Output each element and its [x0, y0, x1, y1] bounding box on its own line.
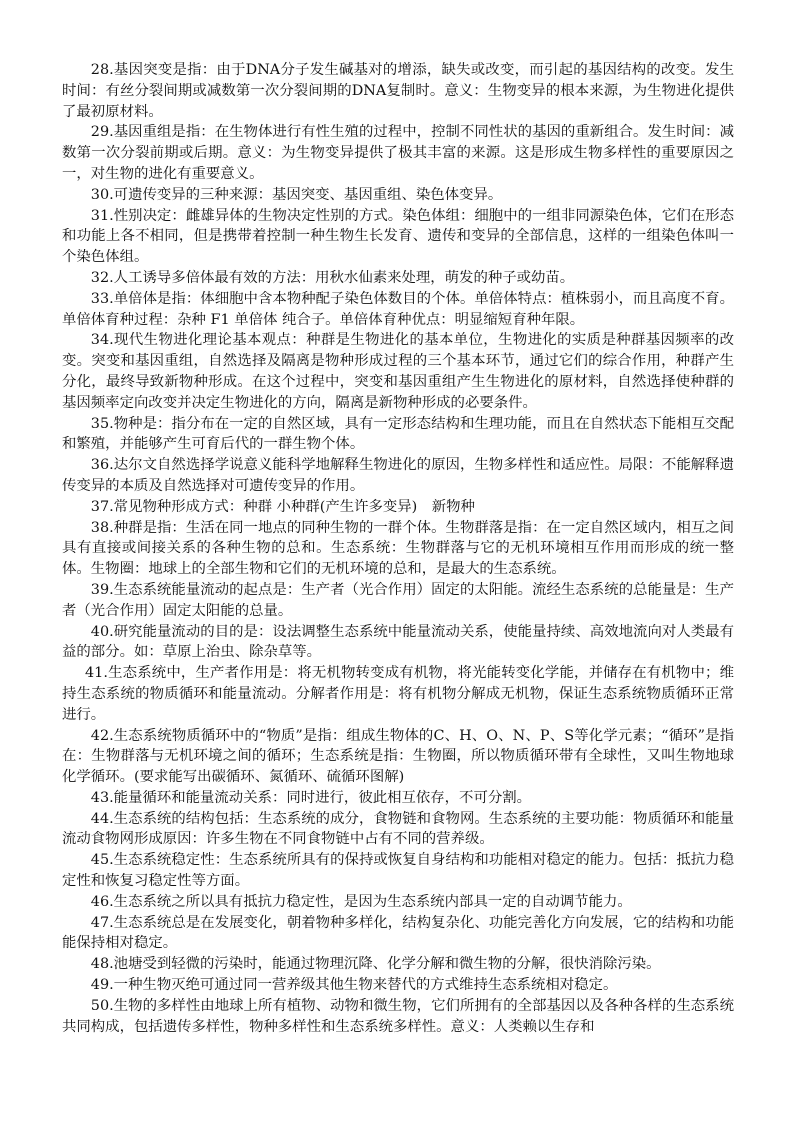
paragraph-31: 31.性别决定：雌雄异体的生物决定性别的方式。染色体组：细胞中的一组非同源染色体，它们在形态和功能上各不相同，但是携带着控制一种生物生长发育、遗传和变异的全部信息，这样的一组染色体叫一个染色体组。 [62, 207, 734, 266]
paragraph-38: 38.种群是指：生活在同一地点的同种生物的一群个体。生物群落是指：在一定自然区域内，相互之间具有直接或间接关系的各种生物的总和。生态系统：生物群落与它的无机环境相互作用而形成的统一整体。生物圈：地球上的全部生物和它们的无机环境的总和，是最大的生态系统。 [62, 519, 734, 578]
paragraph-50: 50.生物的多样性由地球上所有植物、动物和微生物，它们所拥有的全部基因以及各种各样的生态系统共同构成，包括遗传多样性，物种多样性和生态系统多样性。意义：人类赖以生存和 [62, 997, 734, 1035]
paragraph-49: 49.一种生物灭绝可通过同一营养级其他生物来替代的方式维持生态系统相对稳定。 [90, 977, 618, 994]
paragraph-37: 37.常见物种形成方式：种群 小种群(产生许多变异) 新物种 [90, 498, 475, 515]
paragraph-28: 28.基因突变是指：由于DNA分子发生碱基对的增添，缺失或改变，而引起的基因结构的改变。发生时间：有丝分裂间期或减数第一次分裂间期的DNA复制时。意义：生物变异的根本来源，为生物进化提供了最初原材料。 [62, 62, 734, 120]
paragraph-48: 48.池塘受到轻微的污染时，能通过物理沉降、化学分解和微生物的分解，很快消除污染。 [90, 956, 661, 973]
paragraph-44: 44.生态系统的结构包括：生态系统的成分，食物链和食物网。生态系统的主要功能：物质循环和能量流动食物网形成原因：许多生物在不同食物链中占有不同的营养级。 [62, 810, 734, 848]
paragraph-36: 36.达尔文自然选择学说意义能科学地解释生物进化的原因，生物多样性和适应性。局限：不能解释遗传变异的本质及自然选择对可遗传变异的作用。 [62, 457, 734, 494]
paragraph-33: 33.单倍体是指：体细胞中含本物种配子染色体数目的个体。单倍体特点：植株弱小，而且高度不育。单倍体育种过程：杂种 F1 单倍体 纯合子。单倍体育种优点：明显缩短育种年限。 [62, 290, 734, 328]
paragraph-32: 32.人工诱导多倍体最有效的方法：用秋水仙素来处理，萌发的种子或幼苗。 [90, 269, 575, 286]
paragraph-41: 41.生态系统中，生产者作用是：将无机物转变成有机物，将光能转变化学能，并储存在有机物中；维持生态系统的物质循环和能量流动。分解者作用是：将有机物分解成无机物，保证生态系统物质循环正常进行。 [62, 665, 734, 723]
paragraph-42: 42.生态系统物质循环中的“物质”是指：组成生物体的C、H、O、N、P、S等化学元素；“循环”是指在：生物群落与无机环境之间的循环；生态系统是指：生物圈，所以物质循环带有全球性，又叫生物地球化学循环。(要求能写出碳循环、氮循环、硫循环图解) [62, 727, 734, 786]
paragraph-47: 47.生态系统总是在发展变化，朝着物种多样化，结构复杂化、功能完善化方向发展，它的结构和功能能保持相对稳定。 [62, 914, 734, 952]
paragraph-45: 45.生态系统稳定性：生态系统所具有的保持或恢复自身结构和功能相对稳定的能力。包括：抵抗力稳定性和恢复习稳定性等方面。 [62, 852, 734, 890]
paragraph-39: 39.生态系统能量流动的起点是：生产者（光合作用）固定的太阳能。流经生态系统的总能量是：生产者（光合作用）固定太阳能的总量。 [62, 581, 734, 619]
paragraph-29: 29.基因重组是指：在生物体进行有性生殖的过程中，控制不同性状的基因的重新组合。发生时间：减数第一次分裂前期或后期。意义：为生物变异提供了极其丰富的来源。这是形成生物多样性的重要原因之一，对生物的进化有重要意义。 [62, 124, 734, 182]
paragraph-46: 46.生态系统之所以具有抵抗力稳定性，是因为生态系统内部具一定的自动调节能力。 [90, 893, 632, 910]
paragraph-43: 43.能量循环和能量流动关系：同时进行，彼此相互依存，不可分割。 [90, 789, 532, 806]
paragraph-35: 35.物种是：指分布在一定的自然区域，具有一定形态结构和生理功能，而且在自然状态下能相互交配和繁殖，并能够产生可育后代的一群生物个体。 [62, 415, 734, 453]
paragraph-30: 30.可遗传变异的三种来源：基因突变、基因重组、染色体变异。 [90, 186, 503, 203]
paragraph-34: 34.现代生物进化理论基本观点：种群是生物进化的基本单位，生物进化的实质是种群基因频率的改变。突变和基因重组，自然选择及隔离是物种形成过程的三个基本环节，通过它们的综合作用，种群产生分化，最终导致新物种形成。在这个过程中，突变和基因重组产生生物进化的原材料，自然选择使种群的基因频率定向改变并决定生物进化的方向，隔离是新物种形成的必要条件。 [62, 332, 734, 411]
paragraph-40: 40.研究能量流动的目的是：设法调整生态系统中能量流动关系，使能量持续、高效地流向对人类最有益的部分。如：草原上治虫、除杂草等。 [62, 623, 734, 661]
document-page [62, 60, 734, 1037]
